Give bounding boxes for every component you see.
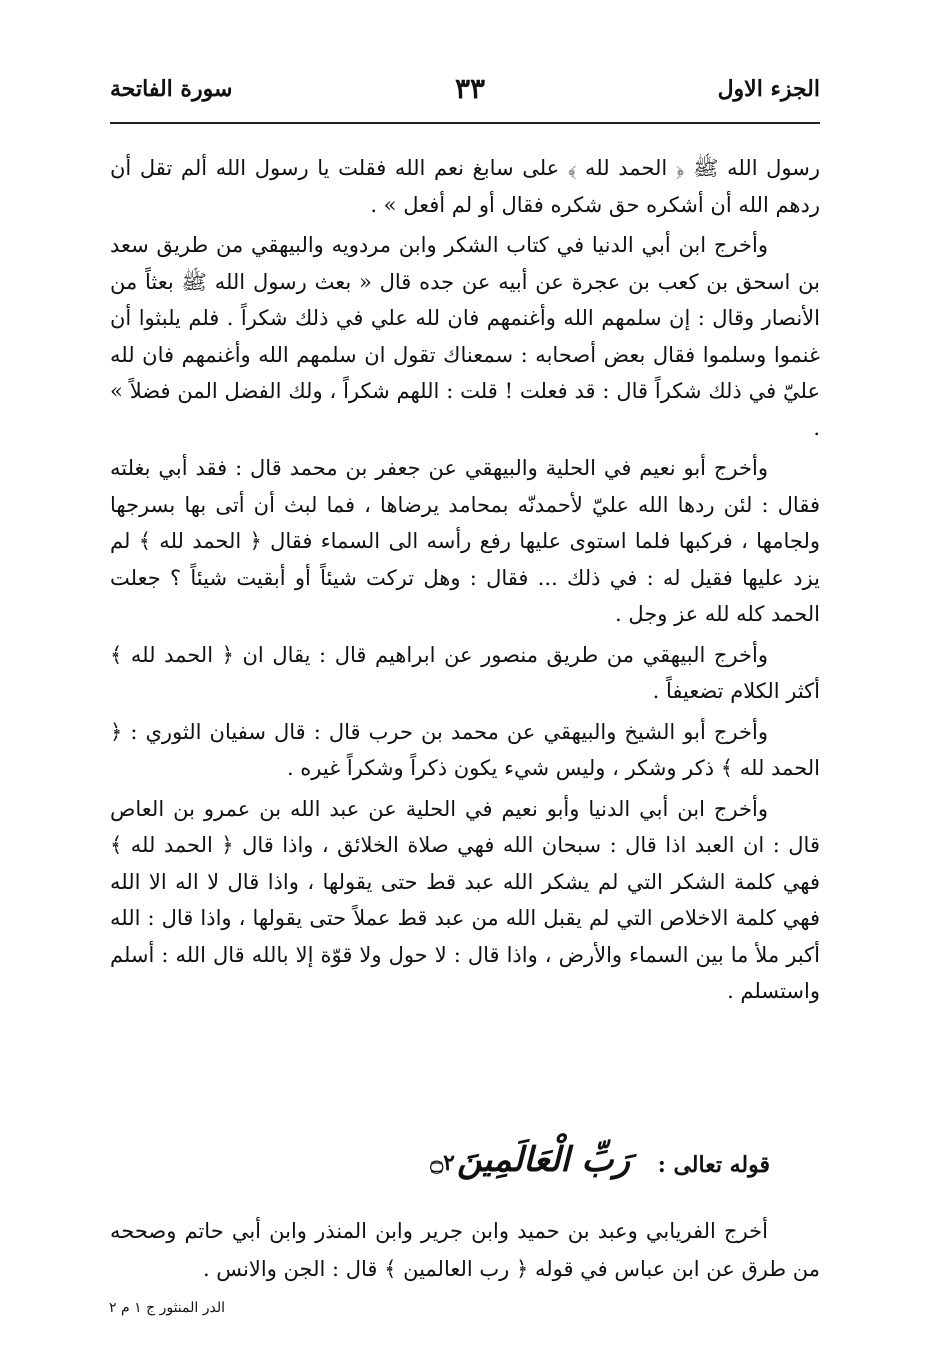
- main-text: [110, 150, 820, 1014]
- paragraph: وأخرج ابن أبي الدنيا وأبو نعيم في الحلية عن عبد الله بن عمرو بن العاص قال : ان العبد اذا قال : سبحان الله فهي صلاة الخلائق ، واذا قال ﴿ الحمد لله ﴾ فهي كلمة الشكر التي لم يشكر الله عبد قط حتى يقولها ، واذا قال لا اله الا الله فهي كلمة الاخلاص التي لم يقبل الله من عبد قط عملاً حتى يقولها ، واذا قال : الله أكبر ملأ ما بين السماء والأرض ، واذا قال : لا حول ولا قوّة إلا بالله قال الله : أسلم واستسلم .: [110, 796, 820, 1003]
- paragraph: أخرج الفريابي وعبد بن حميد وابن جرير وابن المنذر وابن أبي حاتم وصححه من طرق عن ابن عباس في قوله ﴿ رب العالمين ﴾ قال : الجن والانس .: [110, 1219, 820, 1281]
- volume-title: الجزء الاول: [717, 76, 820, 102]
- commentary-text: [110, 1212, 820, 1288]
- paragraph: وأخرج أبو الشيخ والبيهقي عن محمد بن حرب قال : قال سفيان الثوري : ﴿ الحمد لله ﴾ ذكر وشكر ، وليس شيء يكون ذكراً وشكراً غيره .: [110, 719, 820, 780]
- verse-text: رَبِّ الْعَالَمِينَ: [457, 1140, 630, 1180]
- verse-heading: [110, 1140, 770, 1196]
- page-header: [110, 70, 820, 124]
- paragraph: وأخرج أبو نعيم في الحلية والبيهقي عن جعفر بن محمد قال : فقد أبي بغلته فقال : لئن ردها الله عليّ لأحمدنّه بمحامد يرضاها ، فما لبث أن أتى بها بسرجها ولجامها ، فركبها فلما استوى عليها رفع رأسه الى السماء فقال ﴿ الحمد لله ﴾ لم يزد عليها فقيل له : في ذلك ... فقال : وهل تركت شيئاً أو أبقيت شيئاً ؟ جعلت الحمد كله لله عز وجل .: [110, 456, 820, 626]
- signature-note: الدر المنثور ج ١ م ٢: [109, 1300, 225, 1316]
- verse-intro: قوله تعالى :: [657, 1152, 770, 1178]
- page-number: ٣٣: [454, 72, 486, 105]
- paragraph: وأخرج البيهقي من طريق منصور عن ابراهيم قال : يقال ان ﴿ الحمد لله ﴾ أكثر الكلام تضعيفاً .: [110, 642, 820, 703]
- paragraph: رسول الله ﷺ ﴿ الحمد لله ﴾ على سابغ نعم الله فقلت يا رسول الله ألم تقل أن ردهم الله أن أشكره حق شكره فقال أو لم أفعل » .: [110, 156, 820, 217]
- ayah-number-mark: ۝٢: [430, 1150, 455, 1176]
- surah-title: سورة الفاتحة: [110, 76, 233, 102]
- paragraph: وأخرج ابن أبي الدنيا في كتاب الشكر وابن مردويه والبيهقي من طريق سعد بن اسحق بن كعب بن عجرة عن أبيه عن جده قال « بعث رسول الله ﷺ بعثاً من الأنصار وقال : إن سلمهم الله وأغنمهم فان لله علي في ذلك شكراً . فلم يلبثوا أن غنموا وسلموا فقال بعض أصحابه : سمعناك تقول ان سلمهم الله وأغنمهم فان لله عليّ في ذلك شكراً قال : قد فعلت ! قلت : اللهم شكراً ، ولك الفضل المن فضلاً » .: [110, 233, 820, 440]
